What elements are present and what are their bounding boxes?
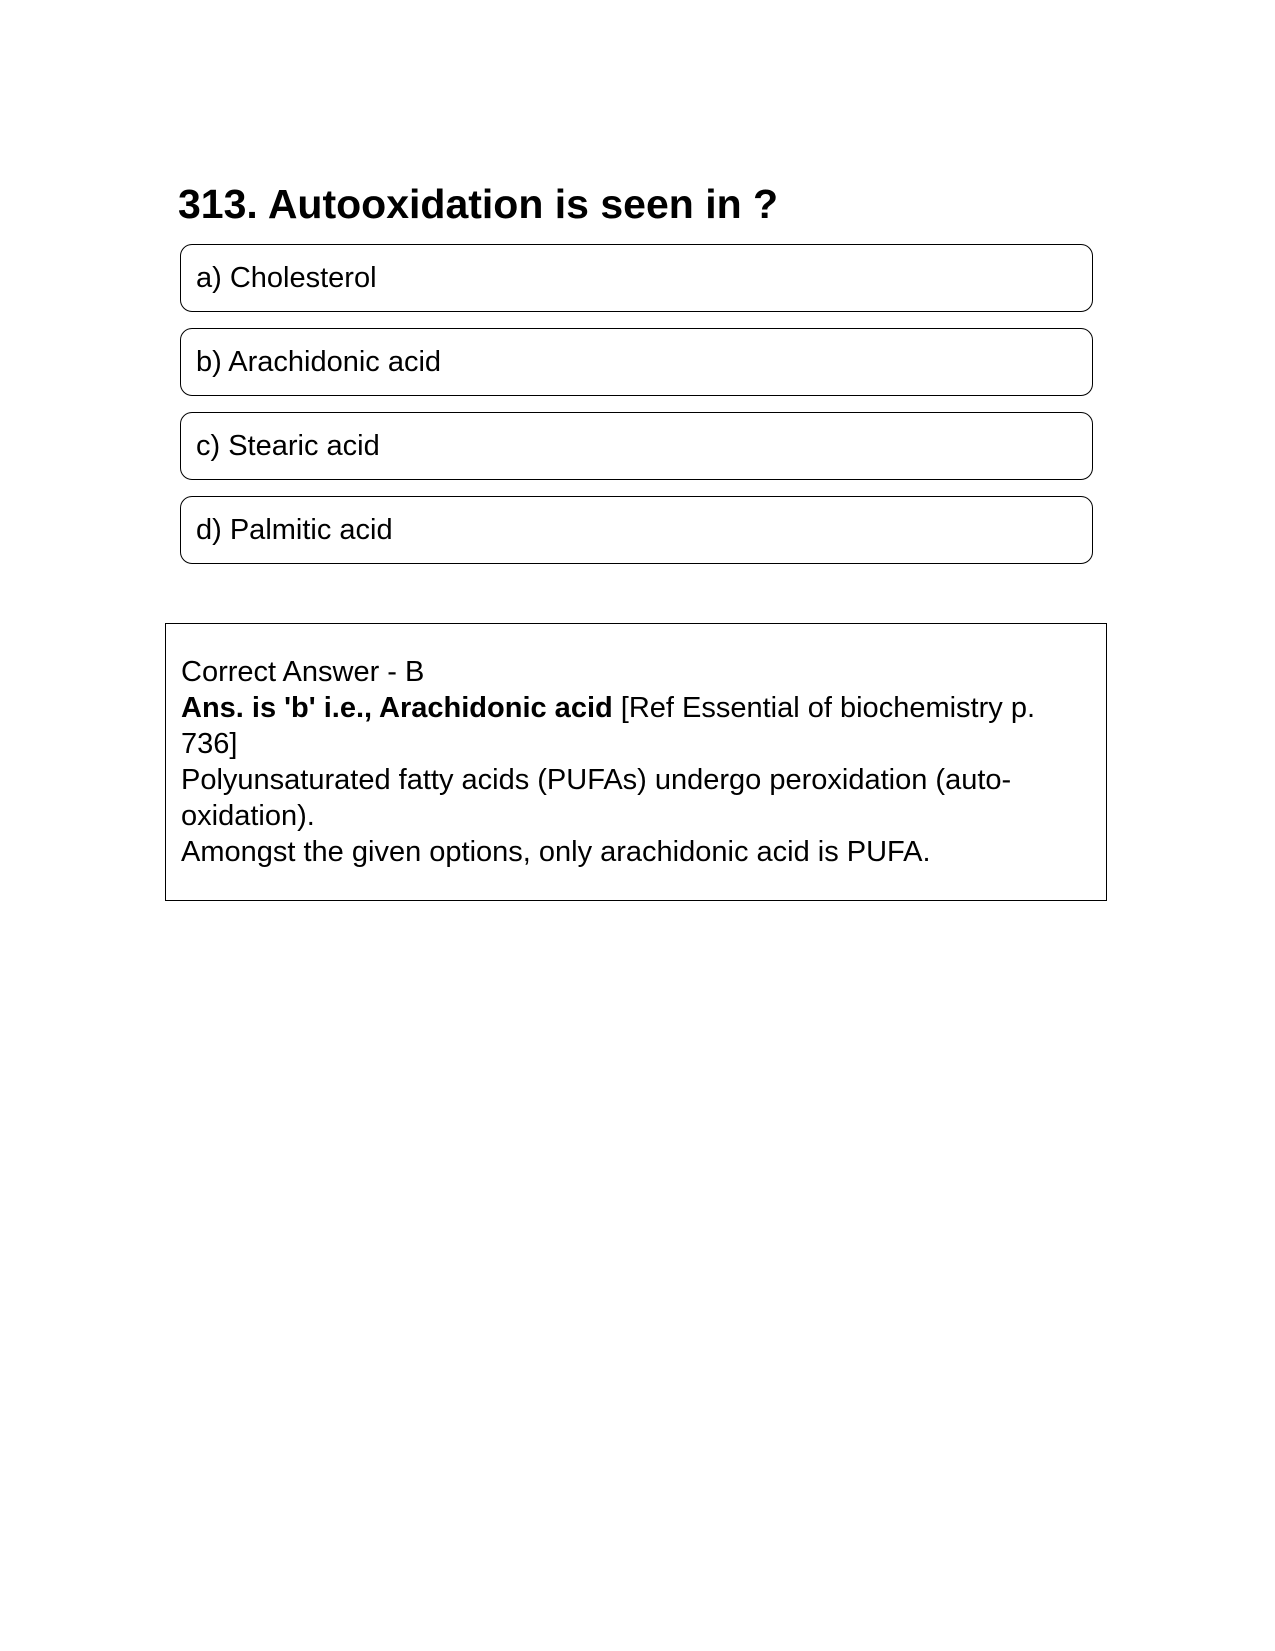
question-title: [178, 176, 778, 232]
explanation-line-1: Polyunsaturated fatty acids (PUFAs) undergo peroxidation (auto-oxidation).: [181, 764, 1012, 832]
options-list: [180, 244, 1093, 580]
option-c[interactable]: [180, 412, 1093, 480]
option-a[interactable]: [180, 244, 1093, 312]
explanation-line-2: Amongst the given options, only arachidonic acid is PUFA.: [181, 836, 931, 868]
option-b[interactable]: [180, 328, 1093, 396]
answer-box: [165, 623, 1107, 901]
answer-detail: [181, 690, 1091, 762]
question-text: Autooxidation is seen in ?: [267, 181, 779, 227]
option-d[interactable]: [180, 496, 1093, 564]
correct-answer-line: Correct Answer - B: [181, 656, 425, 688]
option-label: c) Stearic acid: [196, 430, 380, 462]
answer-reference: [Ref Essential of biochemistry p. 736]: [181, 692, 1036, 760]
answer-statement: Ans. is 'b' i.e., Arachidonic acid: [181, 692, 613, 724]
question-number: 313.: [178, 181, 258, 227]
option-label: a) Cholesterol: [196, 262, 377, 294]
option-label: d) Palmitic acid: [196, 514, 393, 546]
option-label: b) Arachidonic acid: [196, 346, 442, 378]
